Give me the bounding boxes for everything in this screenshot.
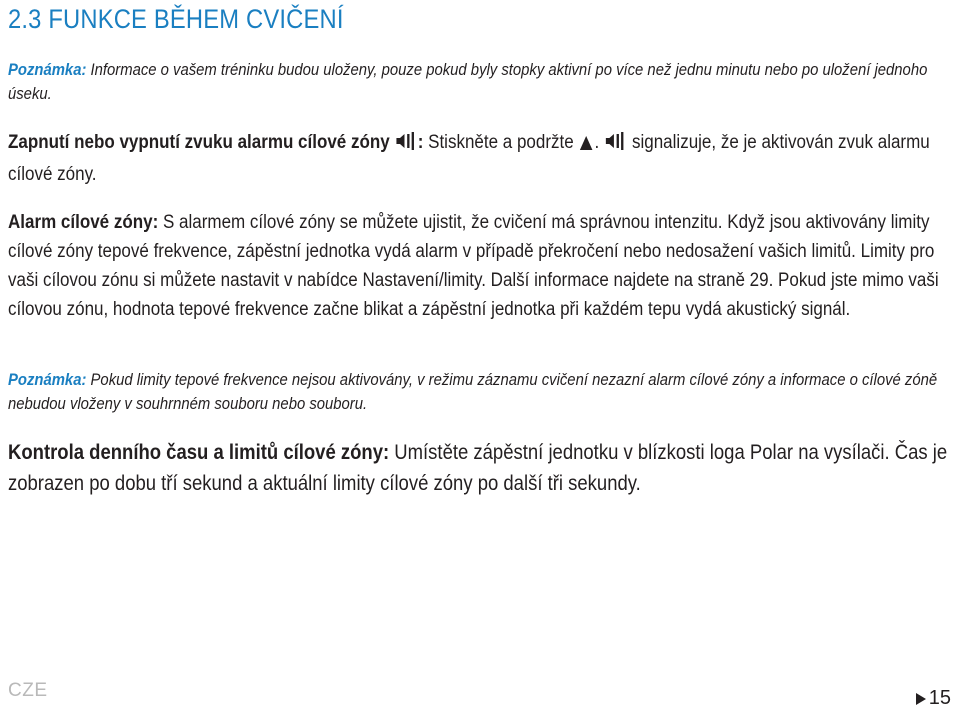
alarm-text-c: signalizuje, že je aktivován zvuk alarmu cílové zóny.	[8, 132, 930, 185]
term-alarm-sound: Zapnutí nebo vypnutí zvuku alarmu cílové zóny	[8, 132, 390, 153]
term-target-alarm: Alarm cílové zóny:	[8, 212, 159, 233]
page-number: 15	[928, 687, 951, 709]
term-time-check: Kontrola denního času a limitů cílové zóny:	[8, 440, 390, 464]
alarm-text-a: Stiskněte a podržte	[423, 132, 579, 153]
target-alarm-text: S alarmem cílové zóny se můžete ujistit, že cvičení má správnou intenzitu. Když jsou aktivovány limity cílové zóny tepové frekvence, zápěstní jednotka vydá alarm v případě překročení nebo nedosažení vašich limitů. Limity pro vaši cílovou zónu si můžete nastavit v nabídce Nastavení/limity. Další informace najdete na straně 29. Pokud jste mimo vaši cílovou zónu, hodnota tepové frekvence začne blikat a zápěstní jednotka při každém tepu vydá akustický signál.	[8, 212, 939, 320]
alarm-text-b: .	[594, 132, 604, 153]
note-label: Poznámka:	[8, 61, 87, 79]
speaker-icon-2	[605, 131, 626, 160]
note-label-2: Poznámka:	[8, 371, 87, 389]
paragraph-target-alarm	[8, 208, 952, 324]
speaker-icon	[395, 131, 416, 160]
note-text: Informace o vašem tréninku budou uloženy, pouze pokud byly stopky aktivní po více než jednu minutu nebo po uložení jednoho úseku.	[8, 61, 928, 103]
footer-page-number	[915, 687, 951, 710]
section-title: 2.3 FUNKCE BĚHEM CVIČENÍ	[8, 4, 344, 34]
note-text-2: Pokud limity tepové frekvence nejsou aktivovány, v režimu záznamu cvičení nezazní alarm cílové zóny a informace o cílové zóně nebudou vloženy v souhrnném souboru nebo souboru.	[8, 371, 938, 413]
right-triangle-icon	[915, 692, 927, 706]
note-limits	[8, 368, 953, 416]
paragraph-alarm-sound	[8, 128, 952, 189]
note-stopwatch	[8, 58, 953, 106]
term-colon: :	[417, 132, 424, 153]
footer-language: CZE	[8, 680, 48, 701]
paragraph-time-check	[8, 437, 954, 499]
time-check-text: Umístěte zápěstní jednotku v blízkosti loga Polar na vysílači. Čas je zobrazen po dobu tří sekund a aktuální limity cílové zóny po další tři sekundy.	[8, 440, 948, 495]
up-triangle-icon	[579, 131, 593, 160]
